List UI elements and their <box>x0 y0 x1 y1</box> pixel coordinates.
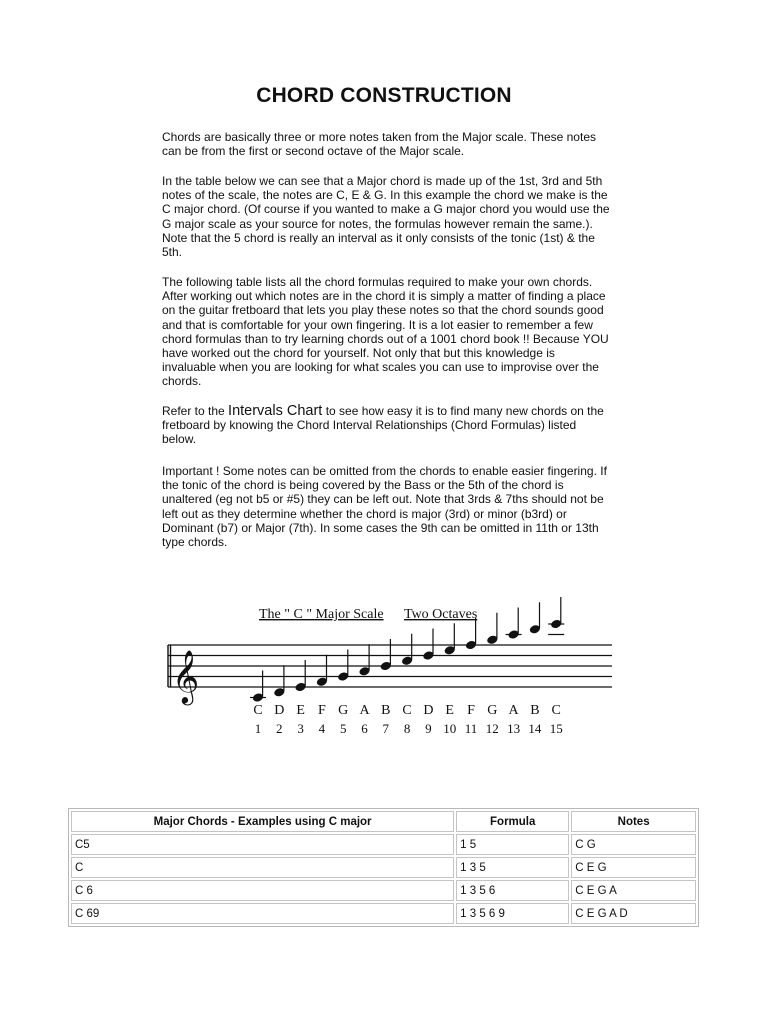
header-notes: Notes <box>571 811 696 832</box>
formula-cell: 1 3 5 <box>456 857 569 878</box>
scale-degree-label: 7 <box>382 721 390 736</box>
note-name-label: F <box>467 703 475 718</box>
scale-degree-label: 4 <box>318 721 326 736</box>
c-major-scale-figure <box>160 592 620 742</box>
scale-caption-subtitle: Two Octaves <box>404 607 478 622</box>
note-name-label: G <box>338 703 349 718</box>
table-row <box>71 903 696 924</box>
scale-degree-label: 14 <box>528 721 542 736</box>
refer-prefix: Refer to the <box>162 404 225 418</box>
scale-degree-label: 1 <box>254 721 262 736</box>
scale-caption-title: The " C " Major Scale <box>259 607 384 622</box>
scale-staff-image <box>160 592 620 742</box>
note-name-label: E <box>296 703 305 718</box>
note-name-label: C <box>551 703 561 718</box>
scale-degree-label: 8 <box>403 721 411 736</box>
header-chord-examples: Major Chords - Examples using C major <box>71 811 454 832</box>
note-name-label: D <box>274 703 285 718</box>
chord-name-cell: C 69 <box>71 903 454 924</box>
treble-clef-icon <box>172 649 199 705</box>
scale-caption <box>259 607 477 622</box>
scale-degree-label: 3 <box>297 721 304 736</box>
notes-cell: C E G A <box>571 880 696 901</box>
scale-degree-label: 6 <box>361 721 368 736</box>
note-name-label: D <box>423 703 434 718</box>
scale-degree-label: 11 <box>464 721 478 736</box>
important-paragraph: Important ! Some notes can be omitted from the chords to enable easier fingering. If the tonic of the chord is being covered by the Bass or the 5th of the chord is unaltered (eg not b5 or #5) they can be left out. Note that 3rds & 7ths should not be left out as they determine whether the chord is major (3rd) or minor (b3rd) or Dominant (b7) or Major (7th). In some cases the 9th can be omitted in 11th or 13th type chords. <box>162 464 607 550</box>
note-name-label: F <box>318 703 326 718</box>
scale-degree-label: 15 <box>549 721 563 736</box>
note-names-row <box>253 703 561 718</box>
scale-degrees-row <box>255 721 563 736</box>
note-name-label: C <box>402 703 412 718</box>
chord-formulas-paragraph: The following table lists all the chord formulas required to make your own chords. After working out which notes are in the chord it is simply a matter of finding a place on the guitar fretboard that lets you play these notes so that the chord sounds good and that is comfortable for your own fingering. It is a lot easier to remember a few chord formulas than to try learning chords out of a 1001 chord book !! Because YOU have worked out the chord for yourself. Not only that but this knowledge is invaluable when you are looking for what scales you can use to improvise over the chords. <box>162 275 609 389</box>
chord-name-cell: C <box>71 857 454 878</box>
svg-text:𝄞: 𝄞 <box>172 649 200 703</box>
formula-cell: 1 3 5 6 9 <box>456 903 569 924</box>
scale-degree-label: 13 <box>507 721 521 736</box>
note-name-label: B <box>530 703 540 718</box>
header-formula: Formula <box>456 811 569 832</box>
scale-degree-label: 5 <box>339 721 347 736</box>
table-row <box>71 880 696 901</box>
formula-cell: 1 3 5 6 <box>456 880 569 901</box>
notes-cell: C E G A D <box>571 903 696 924</box>
scale-degree-label: 12 <box>485 721 499 736</box>
chord-name-cell: C5 <box>71 834 454 855</box>
intro-paragraph: Chords are basically three or more notes taken from the Major scale. These notes can be from the first or second octave of the Major scale. <box>162 130 596 159</box>
major-chord-paragraph: In the table below we can see that a Major chord is made up of the 1st, 3rd and 5th notes of the scale, the notes are C, E & G. In this example the chord we make is the C major chord. (Of course if you wanted to make a G major chord you would use the G major scale as your source for notes, the formulas however remain the same.). Note that the 5 chord is really an interval as it only consists of the tonic (1st) & the 5th. <box>162 174 610 260</box>
page-title: CHORD CONSTRUCTION <box>256 84 512 107</box>
note-name-label: C <box>253 703 263 718</box>
formula-cell: 1 5 <box>456 834 569 855</box>
table-row <box>71 857 696 878</box>
intervals-chart-link[interactable]: Intervals Chart <box>228 403 323 419</box>
chord-name-cell: C 6 <box>71 880 454 901</box>
note-name-label: A <box>508 703 519 718</box>
note-name-label: E <box>445 703 454 718</box>
scale-degree-label: 10 <box>443 721 457 736</box>
refer-paragraph <box>162 404 612 447</box>
note-name-label: B <box>381 703 391 718</box>
notes-cell: C E G <box>571 857 696 878</box>
refer-suffix: to see how easy it is to find many new chords on the fretboard by knowing the Chord Interval Relationships (Chord Formulas) listed below. <box>162 404 604 447</box>
table-header-row <box>71 811 696 832</box>
note-name-label: G <box>487 703 498 718</box>
scale-degree-label: 2 <box>276 721 283 736</box>
major-chords-table <box>68 808 699 927</box>
scale-degree-label: 9 <box>425 721 432 736</box>
notes-cell: C G <box>571 834 696 855</box>
table-row <box>71 834 696 855</box>
note-name-label: A <box>359 703 370 718</box>
